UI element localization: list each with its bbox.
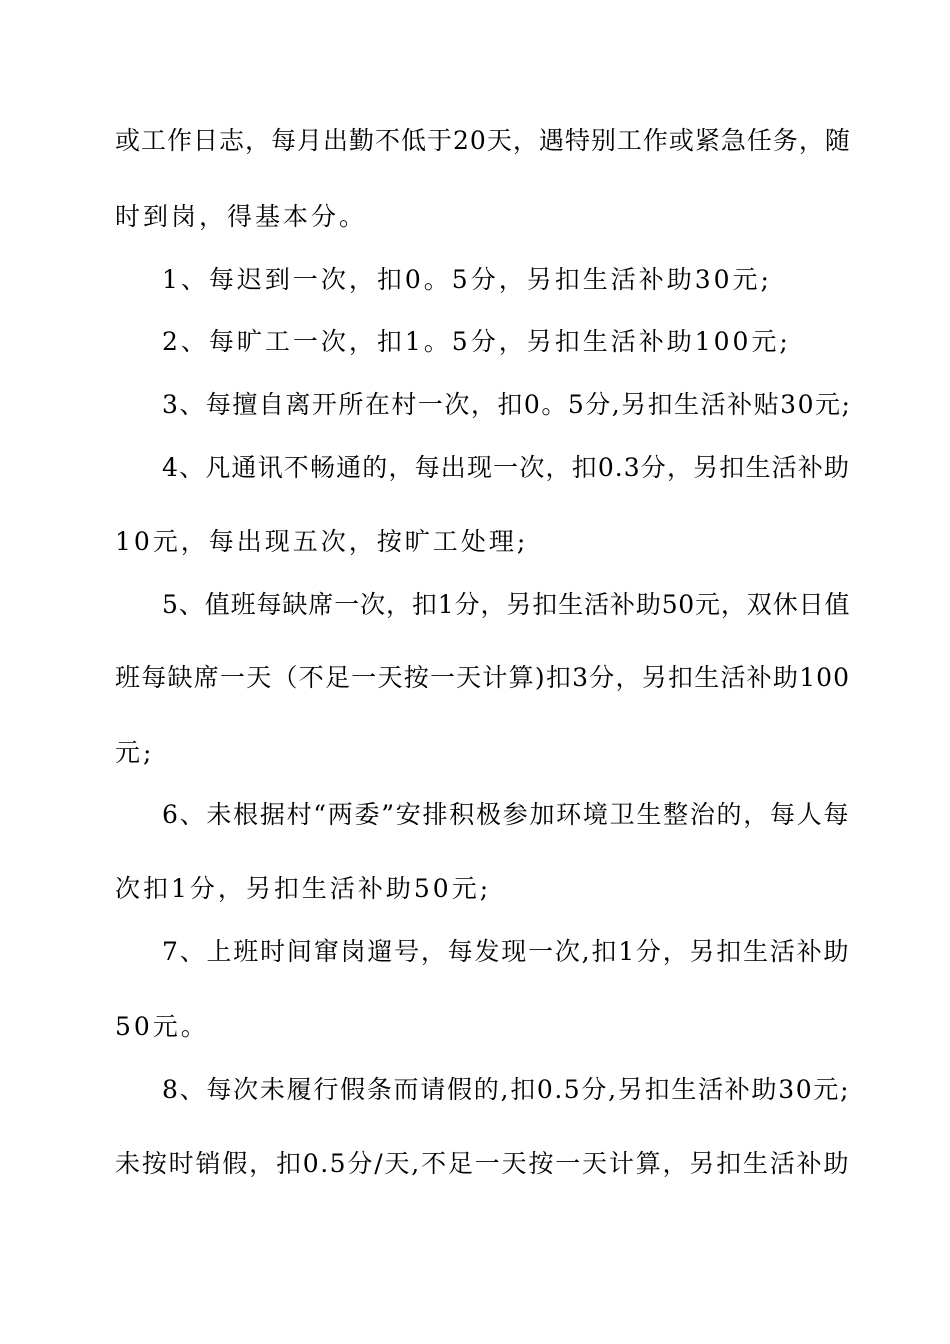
- text-line-16: 未按时销假，扣0.5分/天,不足一天按一天计算，另扣生活补助: [115, 1149, 850, 1178]
- text-line-8: 5、值班每缺席一次，扣1分，另扣生活补助50元，双休日值: [162, 590, 850, 619]
- text-line-9: 班每缺席一天（不足一天按一天计算)扣3分，另扣生活补助100: [115, 663, 850, 692]
- text-line-3: 1、每迟到一次，扣0。5分，另扣生活补助30元;: [162, 265, 772, 294]
- text-line-2: 时到岗，得基本分。: [115, 202, 368, 231]
- text-line-4: 2、每旷工一次，扣1。5分，另扣生活补助100元;: [162, 327, 791, 356]
- text-line-10: 元;: [115, 738, 155, 767]
- text-line-14: 50元。: [115, 1012, 209, 1041]
- text-line-6: 4、凡通讯不畅通的，每出现一次，扣0.3分，另扣生活补助: [162, 453, 850, 482]
- text-line-7: 10元，每出现五次，按旷工处理;: [115, 527, 529, 556]
- text-line-5: 3、每擅自离开所在村一次，扣0。5分,另扣生活补贴30元;: [162, 390, 852, 419]
- text-line-13: 7、上班时间窜岗遛号，每发现一次,扣1分，另扣生活补助: [162, 937, 850, 966]
- text-line-15: 8、每次未履行假条而请假的,扣0.5分,另扣生活补助30元;: [162, 1075, 850, 1104]
- text-line-1: 或工作日志，每月出勤不低于20天，遇特别工作或紧急任务，随: [115, 126, 851, 155]
- text-line-12: 次扣1分，另扣生活补助50元;: [115, 874, 492, 903]
- text-line-11: 6、未根据村“两委”安排积极参加环境卫生整治的，每人每: [162, 800, 850, 829]
